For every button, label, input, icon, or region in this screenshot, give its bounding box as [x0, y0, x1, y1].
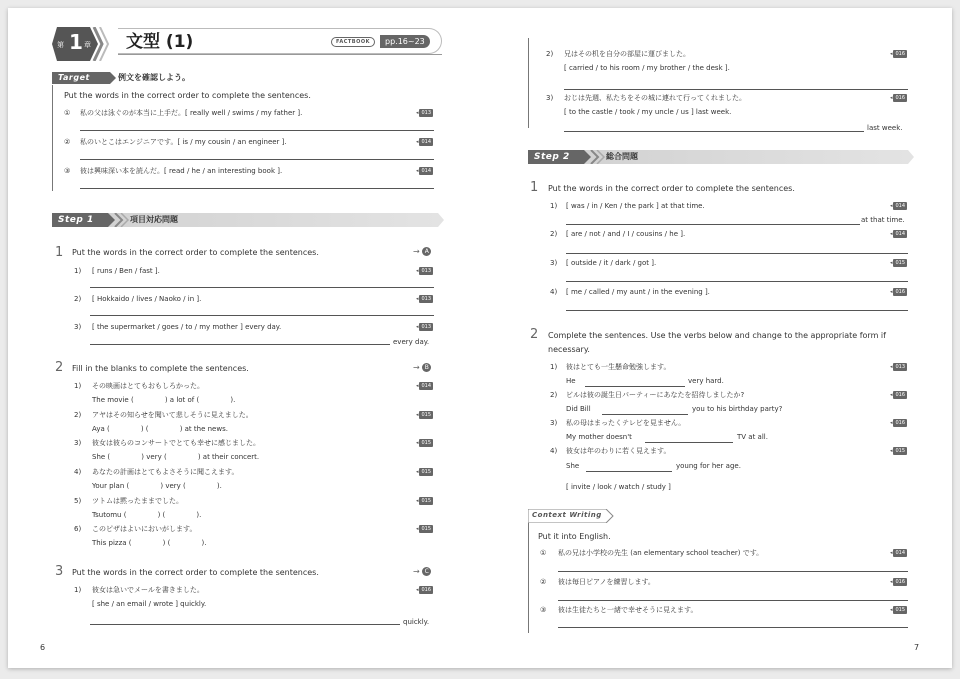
- question-number: 2: [530, 327, 539, 342]
- item-en[interactable]: Tsutomu ( ) ( ).: [92, 511, 202, 519]
- answer-line[interactable]: [558, 571, 908, 572]
- item-text: [ runs / Ben / fast ].: [92, 267, 160, 275]
- reference-icon: C: [422, 567, 431, 576]
- track-tag: 013: [421, 296, 431, 302]
- item-text: [ Hokkaido / lives / Naoko / in ].: [92, 295, 202, 303]
- question-number: 1: [530, 180, 539, 195]
- item-number: 2): [546, 50, 554, 58]
- track-tag: 014: [421, 383, 431, 389]
- answer-suffix: at that time.: [861, 216, 905, 224]
- item-en: [ to the castle / took / my uncle / us ] last week.: [564, 108, 732, 116]
- question-number: 3: [55, 564, 64, 579]
- speaker-tag-icon: ◂ 016: [889, 51, 905, 57]
- page-number: 6: [40, 643, 46, 652]
- track-tag: 016: [895, 51, 905, 57]
- chapter-label-pre: 第: [57, 41, 64, 49]
- track-tag: 015: [895, 448, 905, 454]
- book-spread: [8, 8, 952, 668]
- factbook-label: FACTBOOK: [331, 37, 375, 47]
- target-item-num: ②: [64, 138, 71, 146]
- step1-band-end: [436, 213, 444, 227]
- item-en[interactable]: This pizza ( ) ( ).: [92, 539, 207, 547]
- track-tag: 016: [895, 289, 905, 295]
- speaker-tag-icon: ◂ 014: [889, 203, 905, 209]
- speaker-tag-icon: ◂ 013: [415, 324, 431, 330]
- answer-line[interactable]: [564, 131, 864, 132]
- answer-line[interactable]: [80, 130, 434, 131]
- speaker-tag-icon: ◂ 014: [415, 139, 431, 145]
- item-en-post: very hard.: [688, 377, 724, 385]
- item-en-pre: She: [566, 462, 580, 470]
- item-number: 3): [74, 323, 82, 331]
- item-jp: このピザはよいにおいがします。: [92, 525, 197, 533]
- question-instruction: Complete the sentences. Use the verbs below and change to the appropriate form if: [548, 331, 886, 340]
- factbook-pages: pp.16~23: [380, 35, 430, 48]
- answer-line[interactable]: [90, 315, 434, 316]
- item-text: [ outside / it / dark / got ].: [566, 259, 657, 267]
- answer-line[interactable]: [566, 224, 860, 225]
- reference-arrow-text: →: [413, 363, 420, 372]
- speaker-tag-icon: ◂ 014: [889, 550, 905, 556]
- chapter-title-rule: [118, 54, 442, 55]
- item-number: 1): [74, 267, 82, 275]
- answer-line[interactable]: [90, 344, 390, 345]
- target-title: 例文を確認しよう。: [118, 73, 190, 82]
- answer-line[interactable]: [90, 624, 400, 625]
- item-number: 6): [74, 525, 82, 533]
- step2-band-end: [906, 150, 914, 164]
- track-tag: 015: [895, 607, 905, 613]
- answer-line[interactable]: [566, 281, 908, 282]
- left-page: [8, 8, 480, 668]
- target-side-bar: [52, 85, 53, 191]
- step1-tab: Step 1: [52, 213, 108, 227]
- answer-blank[interactable]: [602, 414, 688, 415]
- speaker-tag-icon: ◂ 015: [415, 469, 431, 475]
- speaker-tag-icon: ◂ 015: [889, 448, 905, 454]
- speaker-tag-icon: ◂ 015: [415, 412, 431, 418]
- speaker-tag-icon: ◂ 013: [889, 364, 905, 370]
- item-text: [ are / not / and / I / cousins / he ].: [566, 230, 686, 238]
- item-jp: ツトムは黙ったままでした。: [92, 497, 183, 505]
- item-jp: その映画はとてもおもしろかった。: [92, 382, 204, 390]
- context-instruction: Put it into English.: [538, 532, 611, 541]
- item-jp: アヤはその知らせを聞いて悲しそうに見えました。: [92, 411, 253, 419]
- item-number: 4): [550, 447, 558, 455]
- item-number: 4): [74, 468, 82, 476]
- answer-line[interactable]: [80, 159, 434, 160]
- item-en: [ she / an email / wrote ] quickly.: [92, 600, 207, 608]
- answer-line[interactable]: [566, 253, 908, 254]
- item-en[interactable]: Your plan ( ) very ( ).: [92, 482, 222, 490]
- item-number: 3): [74, 439, 82, 447]
- item-number: 2): [550, 391, 558, 399]
- chapter-number: 1: [69, 30, 83, 54]
- speaker-tag-icon: ◂ 013: [415, 110, 431, 116]
- answer-line[interactable]: [80, 188, 434, 189]
- track-tag: 016: [421, 587, 431, 593]
- item-jp: ビルは彼の誕生日パーティーにあなたを招待しましたか?: [566, 391, 745, 399]
- track-tag: 014: [421, 139, 431, 145]
- track-tag: 015: [421, 412, 431, 418]
- item-number: 3): [550, 419, 558, 427]
- track-tag: 015: [895, 260, 905, 266]
- track-tag: 016: [895, 579, 905, 585]
- track-tag: 015: [421, 526, 431, 532]
- chapter-title: 文型 (1): [126, 32, 194, 52]
- item-jp: 兄はその机を自分の部屋に運びました。: [564, 50, 690, 58]
- item-number: 2): [550, 230, 558, 238]
- speaker-tag-icon: ◂ 016: [889, 392, 905, 398]
- item-en-post: TV at all.: [737, 433, 768, 441]
- item-en[interactable]: Aya ( ) ( ) at the news.: [92, 425, 228, 433]
- answer-suffix: quickly.: [403, 618, 430, 626]
- item-en-post: young for her age.: [676, 462, 741, 470]
- track-tag: 015: [421, 440, 431, 446]
- item-number: 1): [74, 586, 82, 594]
- speaker-tag-icon: ◂ 015: [415, 440, 431, 446]
- answer-line[interactable]: [566, 310, 908, 311]
- context-item-text: 私の兄は小学校の先生 (an elementary school teacher) です。: [558, 549, 764, 557]
- target-item-text: 私のいとこはエンジニアです。[ is / my cousin / an engineer ].: [80, 138, 287, 146]
- answer-suffix: last week.: [867, 124, 903, 132]
- track-tag: 016: [895, 95, 905, 101]
- context-item-num: ①: [540, 549, 547, 557]
- track-tag: 015: [421, 469, 431, 475]
- reference-arrow: [413, 567, 431, 577]
- context-item-text: 彼は生徒たちと一緒で幸せそうに見えます。: [558, 606, 698, 614]
- track-tag: 015: [421, 498, 431, 504]
- context-item-text: 彼は毎日ピアノを練習します。: [558, 578, 655, 586]
- reference-icon: B: [422, 363, 431, 372]
- target-item-num: ①: [64, 109, 71, 117]
- question-instruction: Put the words in the correct order to complete the sentences.: [72, 248, 319, 257]
- item-en-post: you to his birthday party?: [692, 405, 783, 413]
- step2-arrow-icon: [584, 150, 608, 164]
- answer-line[interactable]: [558, 600, 908, 601]
- item-number: 3): [550, 259, 558, 267]
- page-number: 7: [914, 643, 920, 652]
- item-number: 4): [550, 288, 558, 296]
- item-jp: 彼女は年のわりに若く見えます。: [566, 447, 671, 455]
- track-tag: 016: [895, 392, 905, 398]
- item-jp: 彼はとても一生懸命勉強します。: [566, 363, 671, 371]
- item-jp: 彼女は彼らのコンサートでとても幸せに感じました。: [92, 439, 260, 447]
- item-number: 2): [74, 411, 82, 419]
- target-item-num: ③: [64, 167, 71, 175]
- reference-arrow-text: →: [413, 247, 420, 256]
- item-number: 3): [546, 94, 554, 102]
- question-number: 2: [55, 360, 64, 375]
- item-en-pre: He: [566, 377, 576, 385]
- target-tab: Target: [52, 72, 110, 84]
- speaker-tag-icon: ◂ 015: [415, 498, 431, 504]
- item-en[interactable]: She ( ) very ( ) at their concert.: [92, 453, 260, 461]
- item-en[interactable]: The movie ( ) a lot of ( ).: [92, 396, 236, 404]
- reference-arrow-text: →: [413, 567, 420, 576]
- track-tag: 013: [421, 268, 431, 274]
- right-page: [480, 8, 952, 668]
- speaker-tag-icon: ◂ 013: [415, 268, 431, 274]
- question-instruction: Put the words in the correct order to complete the sentences.: [548, 184, 795, 193]
- item-jp: 私の母はまったくテレビを見ません。: [566, 419, 686, 427]
- track-tag: 014: [421, 168, 431, 174]
- item-en-pre: My mother doesn't: [566, 433, 632, 441]
- question-instruction: necessary.: [548, 345, 590, 354]
- speaker-tag-icon: ◂ 016: [889, 579, 905, 585]
- continuation-side-bar: [528, 38, 529, 128]
- reference-arrow: [413, 363, 431, 373]
- speaker-tag-icon: ◂ 016: [889, 95, 905, 101]
- item-en-pre: Did Bill: [566, 405, 591, 413]
- target-item-text: 彼は興味深い本を読んだ。[ read / he / an interesting book ].: [80, 167, 283, 175]
- speaker-tag-icon: ◂ 014: [415, 383, 431, 389]
- speaker-tag-icon: ◂ 016: [889, 420, 905, 426]
- item-en: [ carried / to his room / my brother / the desk ].: [564, 64, 730, 72]
- item-number: 2): [74, 295, 82, 303]
- answer-blank[interactable]: [645, 442, 733, 443]
- speaker-tag-icon: ◂ 015: [415, 526, 431, 532]
- item-text: [ me / called / my aunt / in the evening ].: [566, 288, 710, 296]
- chapter-header: [52, 24, 444, 64]
- step1-arrow-icon: [108, 213, 132, 227]
- item-text: [ the supermarket / goes / to / my mother ] every day.: [92, 323, 282, 331]
- answer-line[interactable]: [564, 89, 908, 90]
- track-tag: 014: [895, 231, 905, 237]
- speaker-tag-icon: ◂ 016: [415, 587, 431, 593]
- speaker-tag-icon: ◂ 016: [889, 289, 905, 295]
- step2-title: 総合問題: [606, 152, 638, 161]
- speaker-tag-icon: ◂ 013: [415, 296, 431, 302]
- chapter-label-post: 章: [84, 41, 91, 49]
- target-instruction: Put the words in the correct order to complete the sentences.: [64, 91, 311, 100]
- step1-title: 項目対応問題: [130, 215, 178, 224]
- answer-blank[interactable]: [585, 386, 685, 387]
- item-number: 1): [74, 382, 82, 390]
- track-tag: 014: [895, 203, 905, 209]
- speaker-tag-icon: ◂ 015: [889, 607, 905, 613]
- track-tag: 014: [895, 550, 905, 556]
- answer-blank[interactable]: [586, 471, 672, 472]
- track-tag: 016: [895, 420, 905, 426]
- track-tag: 013: [895, 364, 905, 370]
- reference-arrow: [413, 247, 431, 257]
- answer-suffix: every day.: [393, 338, 430, 346]
- track-tag: 013: [421, 324, 431, 330]
- speaker-tag-icon: ◂ 015: [889, 260, 905, 266]
- context-item-num: ③: [540, 606, 547, 614]
- question-instruction: Fill in the blanks to complete the sentences.: [72, 364, 249, 373]
- target-item-text: 私の父は泳ぐのが本当に上手だ。[ really well / swims / my father ].: [80, 109, 303, 117]
- answer-line[interactable]: [558, 627, 908, 628]
- reference-icon: A: [422, 247, 431, 256]
- word-box: [ invite / look / watch / study ]: [566, 483, 671, 491]
- item-text: [ was / in / Ken / the park ] at that time.: [566, 202, 705, 210]
- item-number: 1): [550, 363, 558, 371]
- speaker-tag-icon: ◂ 014: [415, 168, 431, 174]
- item-jp: あなたの計画はとてもよさそうに聞こえます。: [92, 468, 239, 476]
- context-side-bar: [528, 523, 529, 633]
- context-item-num: ②: [540, 578, 547, 586]
- item-number: 5): [74, 497, 82, 505]
- question-number: 1: [55, 245, 64, 260]
- speaker-tag-icon: ◂ 014: [889, 231, 905, 237]
- context-tab: Context Writing: [532, 511, 602, 519]
- item-number: 1): [550, 202, 558, 210]
- step2-tab: Step 2: [528, 150, 584, 164]
- item-jp: 彼女は急いでメールを書きました。: [92, 586, 204, 594]
- answer-line[interactable]: [90, 287, 434, 288]
- item-jp: おじは先週、私たちをその城に連れて行ってくれました。: [564, 94, 746, 102]
- question-instruction: Put the words in the correct order to complete the sentences.: [72, 568, 319, 577]
- track-tag: 013: [421, 110, 431, 116]
